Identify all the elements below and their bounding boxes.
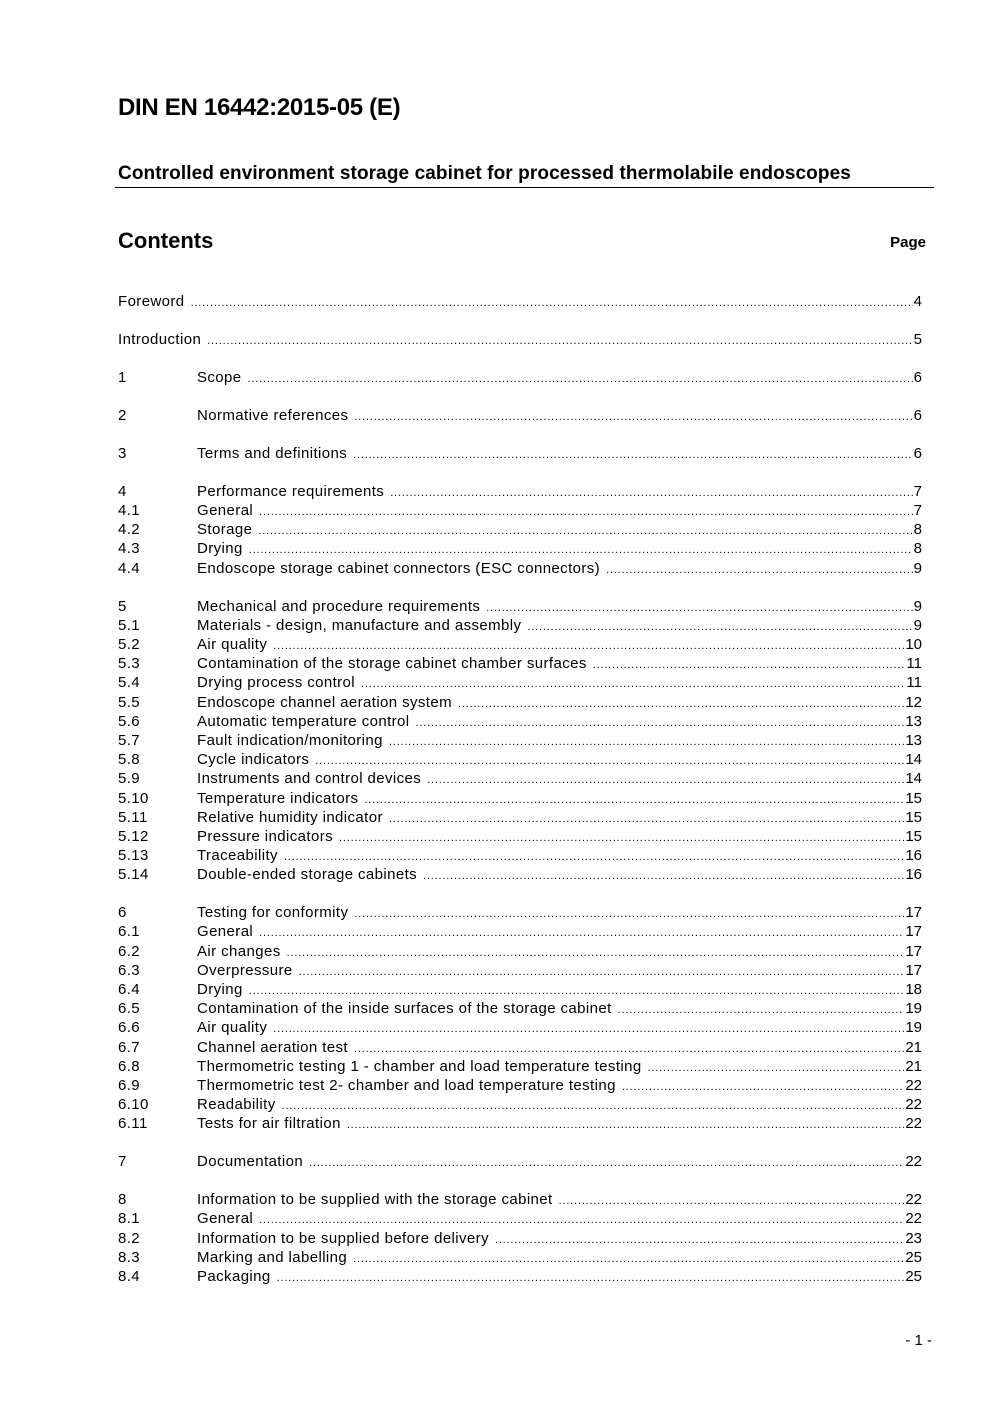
toc-entry[interactable] xyxy=(118,999,922,1018)
toc-entry-page: 18 xyxy=(905,981,922,999)
toc-entry-title: Air changes xyxy=(197,942,281,960)
toc-entry-page: 12 xyxy=(905,693,922,711)
toc-entry-title: Normative references xyxy=(197,406,349,424)
toc-entry-number: 5.14 xyxy=(118,866,149,884)
toc-entry-title: General xyxy=(197,502,254,520)
toc-entry-title: Air quality xyxy=(197,636,268,654)
toc-entry-number: 5.2 xyxy=(118,636,141,654)
toc-entry-title: Scope xyxy=(197,368,242,386)
toc-entry-title: Information to be supplied with the storage cabinet xyxy=(197,1191,553,1209)
toc-entry-number: 5.4 xyxy=(118,674,141,692)
toc-entry[interactable] xyxy=(118,750,922,769)
toc-entry-number: 8 xyxy=(118,1191,127,1209)
toc-entry[interactable] xyxy=(118,520,922,539)
toc-entry-number: 6.4 xyxy=(118,981,141,999)
toc-entry-number: 5.9 xyxy=(118,770,141,788)
toc-entry[interactable] xyxy=(118,1114,922,1133)
toc-entry-title: Materials - design, manufacture and assembly xyxy=(197,616,522,634)
toc-dot-leader xyxy=(273,1020,904,1039)
toc-entry[interactable] xyxy=(118,673,922,692)
toc-entry[interactable] xyxy=(118,444,922,463)
toc-entry[interactable] xyxy=(118,635,922,654)
toc-entry[interactable] xyxy=(118,846,922,865)
toc-entry-number: 6.5 xyxy=(118,1000,141,1018)
toc-dot-leader xyxy=(282,1097,905,1116)
toc-dot-leader xyxy=(606,561,913,580)
toc-entry-page: 17 xyxy=(905,923,922,941)
toc-dot-leader xyxy=(339,829,904,848)
toc-entry-page: 7 xyxy=(913,482,922,500)
toc-dot-leader xyxy=(622,1078,904,1097)
toc-entry-page: 22 xyxy=(905,1153,922,1171)
toc-entry-number: 4.2 xyxy=(118,521,141,539)
toc-entry-number: 5.11 xyxy=(118,808,148,826)
toc-entry-number: 5.1 xyxy=(118,616,141,634)
toc-dot-leader xyxy=(593,656,906,675)
toc-entry[interactable] xyxy=(118,1018,922,1037)
toc-entry-number: 5.5 xyxy=(118,693,141,711)
toc-entry-title: Documentation xyxy=(197,1153,304,1171)
toc-entry-title: Testing for conformity xyxy=(197,904,349,922)
toc-entry-title: Overpressure xyxy=(197,961,293,979)
toc-entry-number: 2 xyxy=(118,406,127,424)
toc-entry-title: Tests for air filtration xyxy=(197,1115,341,1133)
toc-entry-title: Information to be supplied before delivery xyxy=(197,1229,489,1247)
toc-entry-number: 4 xyxy=(118,482,127,500)
toc-entry-number: 6.9 xyxy=(118,1076,141,1094)
toc-entry-page: 5 xyxy=(913,330,922,348)
toc-entry-number: 6.7 xyxy=(118,1038,141,1056)
toc-dot-leader xyxy=(277,1269,905,1288)
toc-entry[interactable] xyxy=(118,942,922,961)
toc-entry-number: 4.1 xyxy=(118,502,141,520)
toc-entry-page: 15 xyxy=(905,808,922,826)
toc-entry-title: Thermometric test 2- chamber and load temperature testing xyxy=(197,1076,616,1094)
toc-entry[interactable] xyxy=(118,597,922,616)
toc-entry-page: 23 xyxy=(905,1229,922,1247)
toc-entry[interactable] xyxy=(118,501,922,520)
toc-entry-page: 9 xyxy=(913,559,922,577)
toc-entry-page: 17 xyxy=(905,904,922,922)
toc-entry-page: 15 xyxy=(905,789,922,807)
toc-entry-title: Temperature indicators xyxy=(197,789,359,807)
toc-entry-page: 6 xyxy=(913,406,922,424)
toc-entry-page: 11 xyxy=(906,655,922,673)
toc-entry-title: Drying xyxy=(197,540,243,558)
toc-dot-leader xyxy=(364,791,904,810)
toc-entry-title: Endoscope storage cabinet connectors (ESC connectors) xyxy=(197,559,601,577)
toc-entry[interactable] xyxy=(118,961,922,980)
toc-entry-number: 8.2 xyxy=(118,1229,141,1247)
toc-entry-page: 22 xyxy=(905,1115,922,1133)
toc-entry-title: Air quality xyxy=(197,1019,268,1037)
toc-entry-page: 6 xyxy=(913,444,922,462)
toc-dot-leader xyxy=(309,1154,904,1173)
toc-entry-number: 8.1 xyxy=(118,1210,141,1228)
toc-entry[interactable] xyxy=(118,789,922,808)
toc-dot-leader xyxy=(618,1001,905,1020)
toc-entry-title: Automatic temperature control xyxy=(197,712,410,730)
toc-dot-leader xyxy=(423,867,904,886)
toc-entry[interactable] xyxy=(118,712,922,731)
toc-entry[interactable] xyxy=(118,808,922,827)
toc-entry-page: 16 xyxy=(905,866,922,884)
toc-entry-number: 8.3 xyxy=(118,1248,141,1266)
toc-entry-page: 8 xyxy=(913,521,922,539)
toc-entry-title: Instruments and control devices xyxy=(197,770,422,788)
toc-dot-leader xyxy=(207,332,912,351)
document-title: Controlled environment storage cabinet for processed thermolabile endoscopes xyxy=(118,163,851,184)
toc-entry-title: Cycle indicators xyxy=(197,751,310,769)
toc-entry-page: 9 xyxy=(913,597,922,615)
toc-dot-leader xyxy=(259,924,904,943)
title-underline xyxy=(115,187,934,188)
toc-entry-title: Fault indication/monitoring xyxy=(197,731,383,749)
toc-entry-number: 1 xyxy=(118,368,127,386)
toc-entry-page: 22 xyxy=(905,1076,922,1094)
toc-entry-page: 11 xyxy=(906,674,922,692)
toc-entry-title: Relative humidity indicator xyxy=(197,808,383,826)
toc-entry-number: 3 xyxy=(118,444,127,462)
toc-entry-page: 17 xyxy=(905,942,922,960)
toc-entry-page: 25 xyxy=(905,1268,922,1286)
toc-entry-title: Pressure indicators xyxy=(197,827,333,845)
toc-entry-title: Mechanical and procedure requirements xyxy=(197,597,481,615)
toc-entry-title: Contamination of the inside surfaces of the storage cabinet xyxy=(197,1000,612,1018)
toc-entry[interactable] xyxy=(118,330,922,349)
toc-entry[interactable] xyxy=(118,616,922,635)
table-of-contents xyxy=(118,292,922,1286)
toc-entry-number: 5.7 xyxy=(118,731,141,749)
page-column-heading: Page xyxy=(890,234,926,251)
toc-entry[interactable] xyxy=(118,1267,922,1286)
toc-entry[interactable] xyxy=(118,1152,922,1171)
toc-entry-number: 6 xyxy=(118,904,127,922)
toc-entry-page: 14 xyxy=(905,770,922,788)
toc-dot-leader xyxy=(527,618,912,637)
toc-dot-leader xyxy=(299,963,905,982)
toc-entry-title: Readability xyxy=(197,1096,276,1114)
toc-entry-title: Contamination of the storage cabinet chamber surfaces xyxy=(197,655,587,673)
toc-dot-leader xyxy=(258,522,912,541)
toc-entry-number: 5.6 xyxy=(118,712,141,730)
toc-dot-leader xyxy=(389,733,904,752)
toc-entry-number: 6.1 xyxy=(118,923,141,941)
toc-entry-title: Storage xyxy=(197,521,253,539)
toc-dot-leader xyxy=(416,714,905,733)
toc-entry-title: Foreword xyxy=(118,293,185,310)
toc-dot-leader xyxy=(486,599,912,618)
toc-entry-page: 25 xyxy=(905,1248,922,1266)
toc-dot-leader xyxy=(427,771,904,790)
toc-entry[interactable] xyxy=(118,1076,922,1095)
toc-entry-title: Marking and labelling xyxy=(197,1248,348,1266)
toc-entry-page: 13 xyxy=(905,712,922,730)
toc-entry-page: 10 xyxy=(905,636,922,654)
toc-entry-number: 5.12 xyxy=(118,827,149,845)
toc-entry[interactable] xyxy=(118,292,922,311)
toc-entry-title: Double-ended storage cabinets xyxy=(197,866,418,884)
toc-entry-title: Channel aeration test xyxy=(197,1038,348,1056)
toc-entry-title: Introduction xyxy=(118,330,202,348)
toc-entry[interactable] xyxy=(118,731,922,750)
toc-dot-leader xyxy=(353,446,913,465)
toc-entry-page: 19 xyxy=(905,1000,922,1018)
toc-entry-number: 5.8 xyxy=(118,751,141,769)
toc-entry[interactable] xyxy=(118,654,922,673)
toc-entry-page: 9 xyxy=(913,616,922,634)
document-id: DIN EN 16442:2015-05 (E) xyxy=(118,94,401,121)
toc-entry-title: Endoscope channel aeration system xyxy=(197,693,453,711)
toc-entry-number: 6.8 xyxy=(118,1057,141,1075)
toc-entry-page: 6 xyxy=(913,368,922,386)
toc-entry-title: Terms and definitions xyxy=(197,444,348,462)
toc-entry-number: 6.11 xyxy=(118,1115,148,1133)
toc-entry[interactable] xyxy=(118,903,922,922)
toc-dot-leader xyxy=(248,370,913,389)
toc-entry-page: 15 xyxy=(905,827,922,845)
toc-entry[interactable] xyxy=(118,1229,922,1248)
toc-entry[interactable] xyxy=(118,559,922,578)
toc-entry[interactable] xyxy=(118,482,922,501)
toc-entry[interactable] xyxy=(118,827,922,846)
toc-entry-page: 4 xyxy=(913,293,922,310)
toc-dot-leader xyxy=(390,484,912,503)
toc-entry-title: Performance requirements xyxy=(197,482,385,500)
toc-entry-page: 17 xyxy=(905,961,922,979)
toc-entry-number: 6.2 xyxy=(118,942,141,960)
toc-entry[interactable] xyxy=(118,1057,922,1076)
toc-dot-leader xyxy=(259,503,912,522)
toc-entry[interactable] xyxy=(118,406,922,425)
toc-entry[interactable] xyxy=(118,865,922,884)
contents-heading: Contents xyxy=(118,228,214,253)
toc-entry[interactable] xyxy=(118,769,922,788)
toc-entry-page: 16 xyxy=(905,847,922,865)
toc-entry-title: Drying xyxy=(197,981,243,999)
toc-entry-page: 7 xyxy=(913,502,922,520)
toc-dot-leader xyxy=(347,1116,905,1135)
toc-entry-page: 21 xyxy=(905,1057,922,1075)
toc-entry-number: 7 xyxy=(118,1153,127,1171)
toc-entry-page: 22 xyxy=(905,1096,922,1114)
toc-entry-number: 5.10 xyxy=(118,789,149,807)
toc-entry-number: 5.3 xyxy=(118,655,141,673)
toc-entry-number: 6.3 xyxy=(118,961,141,979)
toc-entry-number: 5 xyxy=(118,597,127,615)
toc-entry-title: Thermometric testing 1 - chamber and load temperature testing xyxy=(197,1057,642,1075)
toc-dot-leader xyxy=(495,1231,904,1250)
toc-entry-title: General xyxy=(197,1210,254,1228)
toc-entry[interactable] xyxy=(118,1038,922,1057)
toc-entry[interactable] xyxy=(118,368,922,387)
toc-dot-leader xyxy=(648,1059,905,1078)
toc-entry-page: 8 xyxy=(913,540,922,558)
toc-entry[interactable] xyxy=(118,539,922,558)
toc-entry-number: 5.13 xyxy=(118,847,149,865)
toc-entry[interactable] xyxy=(118,1095,922,1114)
toc-dot-leader xyxy=(191,294,913,313)
toc-dot-leader xyxy=(354,905,904,924)
toc-entry-page: 14 xyxy=(905,751,922,769)
toc-dot-leader xyxy=(389,810,904,829)
toc-dot-leader xyxy=(354,408,912,427)
toc-entry-page: 21 xyxy=(905,1038,922,1056)
toc-entry[interactable] xyxy=(118,1190,922,1209)
toc-entry-page: 22 xyxy=(905,1191,922,1209)
toc-entry[interactable] xyxy=(118,693,922,712)
toc-entry[interactable] xyxy=(118,922,922,941)
toc-dot-leader xyxy=(559,1192,905,1211)
toc-entry-title: Drying process control xyxy=(197,674,356,692)
toc-entry-title: Packaging xyxy=(197,1268,271,1286)
toc-entry-page: 19 xyxy=(905,1019,922,1037)
toc-dot-leader xyxy=(458,695,904,714)
toc-entry-title: Traceability xyxy=(197,847,278,865)
toc-entry-title: General xyxy=(197,923,254,941)
toc-entry[interactable] xyxy=(118,1209,922,1228)
page-number: - 1 - xyxy=(905,1332,932,1349)
toc-entry-number: 6.10 xyxy=(118,1096,149,1114)
toc-entry-number: 4.3 xyxy=(118,540,141,558)
toc-entry-number: 4.4 xyxy=(118,559,141,577)
toc-entry-number: 6.6 xyxy=(118,1019,141,1037)
toc-entry-page: 22 xyxy=(905,1210,922,1228)
toc-dot-leader xyxy=(287,944,905,963)
toc-entry-page: 13 xyxy=(905,731,922,749)
toc-entry[interactable] xyxy=(118,1248,922,1267)
toc-entry[interactable] xyxy=(118,980,922,999)
toc-entry-number: 8.4 xyxy=(118,1268,141,1286)
toc-dot-leader xyxy=(353,1250,904,1269)
